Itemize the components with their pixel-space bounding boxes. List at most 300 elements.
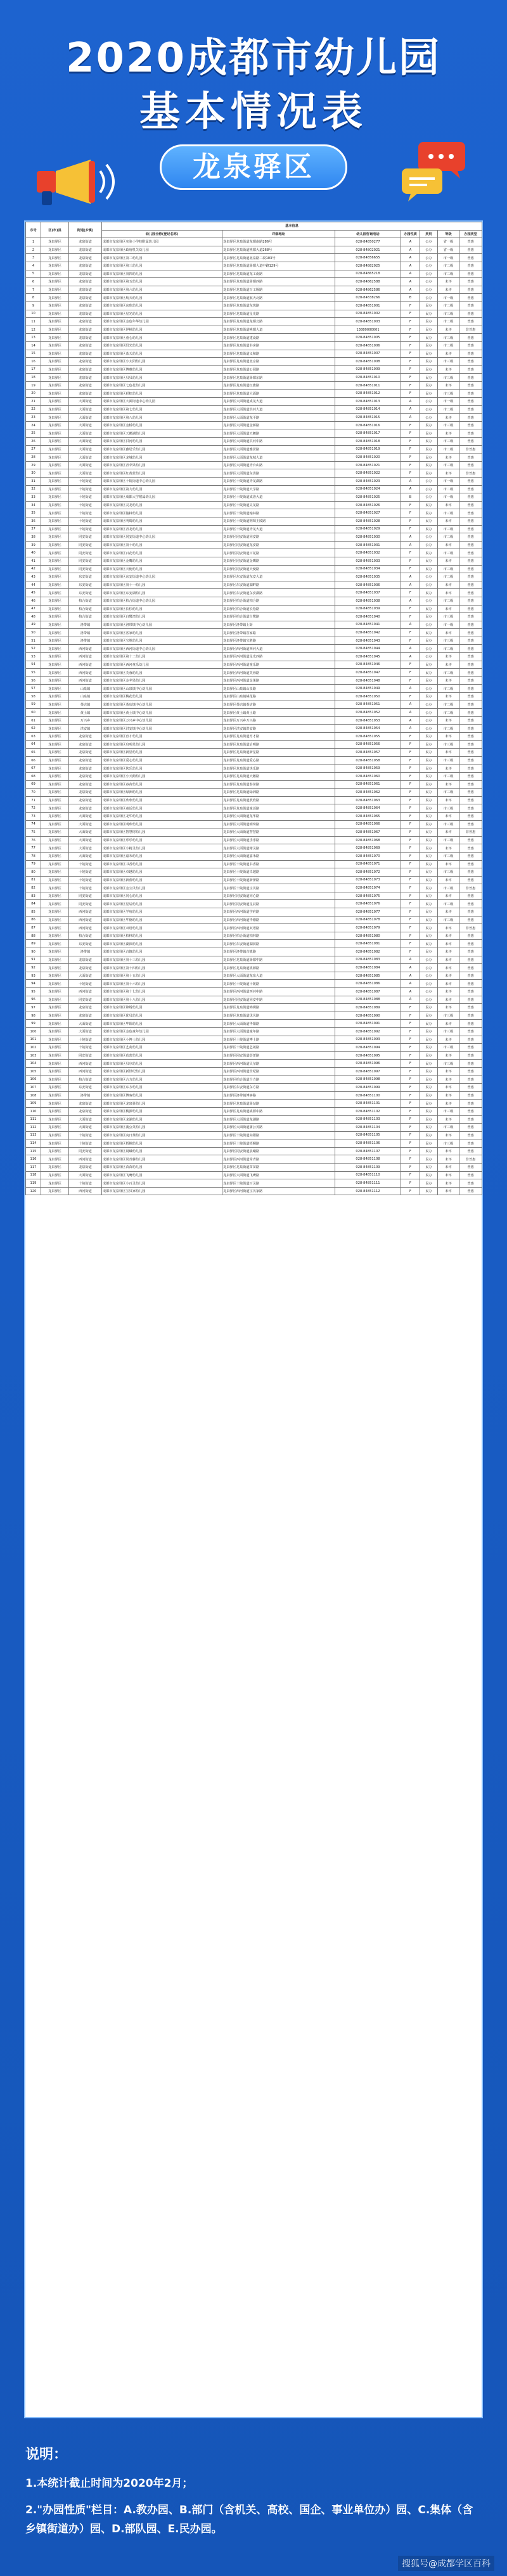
- table-cell: 公办: [420, 964, 438, 972]
- table-cell: 普惠: [459, 940, 482, 948]
- table-row: [26, 358, 482, 366]
- table-cell: 龙泉驿区龙泉街道百工堰路: [222, 286, 335, 294]
- table-row: [26, 1067, 482, 1075]
- table-cell: 柏合街道: [69, 597, 102, 605]
- table-cell: 龙泉驿区龙泉街道北京路: [222, 358, 335, 366]
- table-cell: 普惠: [459, 334, 482, 342]
- table-row: [26, 900, 482, 908]
- table-cell: 107: [26, 1084, 41, 1092]
- table-cell: 龙泉驿区龙泉街道绿洲路: [222, 789, 335, 797]
- table-row: [26, 828, 482, 837]
- table-cell: 非普惠: [459, 326, 482, 334]
- table-cell: 市三级: [438, 374, 459, 382]
- table-cell: 成都市龙泉驿区小天鹅幼儿园: [102, 772, 222, 780]
- table-cell: 洪安镇: [69, 725, 102, 733]
- table-cell: 柏合街道: [69, 932, 102, 940]
- table-cell: A: [401, 996, 420, 1004]
- table-cell: 47: [26, 605, 41, 613]
- table-cell: 108: [26, 1091, 41, 1100]
- table-row: [26, 765, 482, 773]
- table-row: [26, 421, 482, 429]
- table-cell: A: [401, 414, 420, 422]
- table-cell: 成都市龙泉驿区天鹅湖幼儿园: [102, 429, 222, 438]
- table-cell: 龙泉街道: [69, 964, 102, 972]
- table-cell: 民办: [420, 900, 438, 908]
- table-cell: 028-84851020: [335, 454, 401, 462]
- table-row: [26, 501, 482, 509]
- table-cell: 成都市龙泉驿区同心幼儿园: [102, 892, 222, 900]
- table-cell: 028-84851105: [335, 1131, 401, 1139]
- table-cell: 龙泉驿区十陵街道梧桐路: [222, 1139, 335, 1148]
- table-cell: 普惠: [459, 868, 482, 877]
- table-cell: 成都市龙泉驿区明珠幼儿园: [102, 820, 222, 828]
- table-cell: 未评: [438, 716, 459, 725]
- table-cell: 市三级: [438, 836, 459, 844]
- table-cell: 龙泉街道: [69, 1004, 102, 1012]
- table-cell: 市三级: [438, 740, 459, 749]
- table-cell: 民办: [420, 310, 438, 318]
- table-cell: 23: [26, 414, 41, 422]
- table-cell: 028-84865218: [335, 270, 401, 278]
- table-cell: 成都市龙泉驿区翰林幼儿园: [102, 509, 222, 517]
- table-cell: 民办: [420, 525, 438, 533]
- table-cell: 龙泉街道: [69, 733, 102, 741]
- table-cell: 同安街道: [69, 541, 102, 549]
- table-cell: 龙泉驿区十陵街道翰林路: [222, 509, 335, 517]
- table-cell: F: [401, 301, 420, 310]
- table-cell: 龙泉驿区: [41, 278, 69, 286]
- table-cell: A: [401, 485, 420, 493]
- table-cell: 普惠: [459, 1075, 482, 1084]
- table-cell: 龙泉驿区: [41, 725, 69, 733]
- table-cell: F: [401, 804, 420, 813]
- table-cell: F: [401, 549, 420, 557]
- table-cell: 公办: [420, 405, 438, 414]
- table-cell: 028-84850277: [335, 238, 401, 246]
- table-cell: 龙泉驿区: [41, 1084, 69, 1092]
- table-cell: 龙泉驿区山泉镇桃花路: [222, 693, 335, 701]
- table-cell: 民办: [420, 350, 438, 358]
- table-cell: 17: [26, 365, 41, 374]
- table-cell: 成都市龙泉驿区同安街道中心幼儿园: [102, 533, 222, 542]
- table-cell: 龙泉驿区: [41, 1131, 69, 1139]
- table-cell: 龙泉驿区: [41, 525, 69, 533]
- table-cell: 028-84851014: [335, 405, 401, 414]
- table-cell: 同安街道: [69, 996, 102, 1004]
- table-cell: 028-84851031: [335, 541, 401, 549]
- table-cell: 大面街道: [69, 1171, 102, 1179]
- table-cell: 56: [26, 676, 41, 685]
- table-cell: 万兴乡: [69, 716, 102, 725]
- table-cell: 成都市龙泉驿区新世纪幼儿园: [102, 1067, 222, 1075]
- table-cell: 龙泉驿区: [41, 756, 69, 765]
- table-row: [26, 429, 482, 438]
- table-cell: 普惠: [459, 725, 482, 733]
- note-line-1: 1.本统计截止时间为2020年2月；: [25, 2477, 193, 2490]
- table-cell: 龙泉街道: [69, 956, 102, 964]
- table-cell: 市二级: [438, 270, 459, 278]
- table-cell: 龙泉驿区西河街道星光西路: [222, 653, 335, 661]
- table-cell: 28: [26, 454, 41, 462]
- table-cell: 龙泉驿区: [41, 301, 69, 310]
- table-cell: 普惠: [459, 557, 482, 565]
- table-cell: 龙泉驿区: [41, 390, 69, 398]
- table-cell: 十陵街道: [69, 1179, 102, 1188]
- table-cell: 028-84851022: [335, 469, 401, 478]
- table-cell: 普惠: [459, 804, 482, 813]
- table-row: [26, 405, 482, 414]
- table-cell: 成都市龙泉驿区伊顿幼儿园: [102, 326, 222, 334]
- table-cell: 88: [26, 932, 41, 940]
- table-cell: 大面街道: [69, 1027, 102, 1036]
- table-cell: 市二级: [438, 685, 459, 693]
- table-cell: 龙泉驿区: [41, 1044, 69, 1052]
- table-cell: 普惠: [459, 278, 482, 286]
- table-row: [26, 549, 482, 557]
- table-cell: 龙泉驿区: [41, 310, 69, 318]
- table-cell: 龙泉驿区龙泉街道桃源路: [222, 964, 335, 972]
- table-row: [26, 972, 482, 980]
- table-cell: 龙泉驿区龙泉街道建设路: [222, 334, 335, 342]
- table-cell: F: [401, 940, 420, 948]
- table-cell: 龙泉街道: [69, 789, 102, 797]
- table-cell: 普惠: [459, 956, 482, 964]
- table-cell: 龙泉驿区十陵街道新蕾路: [222, 876, 335, 884]
- table-cell: 成都市龙泉驿区洪河幼儿园: [102, 438, 222, 446]
- table-row: [26, 812, 482, 820]
- table-cell: 非普惠: [459, 1155, 482, 1164]
- table-cell: 028-84851018: [335, 438, 401, 446]
- table-cell: 028-84851078: [335, 916, 401, 924]
- table-cell: F: [401, 358, 420, 366]
- table-cell: 116: [26, 1155, 41, 1164]
- table-cell: 66: [26, 756, 41, 765]
- table-cell: F: [401, 421, 420, 429]
- table-cell: F: [401, 828, 420, 837]
- table-cell: F: [401, 812, 420, 820]
- table-row: [26, 454, 482, 462]
- table-cell: 市二级: [438, 262, 459, 270]
- table-cell: 龙泉驿区: [41, 334, 69, 342]
- table-cell: 民办: [420, 940, 438, 948]
- table-cell: 龙泉驿区龙泉街道驿站路: [222, 1100, 335, 1108]
- table-cell: 普惠: [459, 533, 482, 542]
- table-cell: 民办: [420, 836, 438, 844]
- table-cell: A: [401, 581, 420, 589]
- table-cell: 民办: [420, 884, 438, 892]
- table-cell: A: [401, 270, 420, 278]
- table-cell: 西河街道: [69, 1067, 102, 1075]
- table-row: [26, 868, 482, 877]
- table-cell: 龙泉驿区: [41, 924, 69, 932]
- table-cell: 西河街道: [69, 645, 102, 653]
- table-cell: 028-84851037: [335, 589, 401, 597]
- table-row: [26, 645, 482, 653]
- table-cell: 龙泉驿区: [41, 262, 69, 270]
- table-cell: F: [401, 772, 420, 780]
- table-cell: 市三级: [438, 772, 459, 780]
- table-row: [26, 557, 482, 565]
- table-cell: F: [401, 525, 420, 533]
- table-cell: F: [401, 310, 420, 318]
- table-cell: 普惠: [459, 478, 482, 486]
- table-cell: 普惠: [459, 1091, 482, 1100]
- table-cell: 民办: [420, 565, 438, 573]
- table-cell: 成都市龙泉驿区柏林幼儿园: [102, 932, 222, 940]
- table-cell: 龙泉驿区: [41, 246, 69, 254]
- table-cell: 成都市龙泉驿区合力幼儿园: [102, 1075, 222, 1084]
- table-cell: 028-84851096: [335, 1060, 401, 1068]
- table-cell: 龙泉驿区: [41, 493, 69, 502]
- table-cell: 龙泉驿区柏合街道柏林路: [222, 932, 335, 940]
- table-cell: 民办: [420, 421, 438, 429]
- table-cell: 民办: [420, 676, 438, 685]
- table-row: [26, 445, 482, 454]
- table-cell: 成都市龙泉驿区绿洲幼儿园: [102, 789, 222, 797]
- table-row: [26, 1051, 482, 1060]
- table-cell: F: [401, 844, 420, 853]
- table-cell: 102: [26, 1044, 41, 1052]
- table-row: [26, 341, 482, 350]
- table-cell: 未评: [438, 812, 459, 820]
- table-cell: 普惠: [459, 796, 482, 804]
- table-cell: 东安街道: [69, 589, 102, 597]
- table-cell: 龙泉驿区: [41, 980, 69, 988]
- table-cell: 普惠: [459, 358, 482, 366]
- table-cell: 30: [26, 469, 41, 478]
- table-cell: 龙泉驿区: [41, 1100, 69, 1108]
- table-cell: 民办: [420, 1100, 438, 1108]
- table-row: [26, 948, 482, 956]
- table-cell: 028-84851029: [335, 525, 401, 533]
- table-cell: 公办: [420, 645, 438, 653]
- table-cell: 龙泉驿区: [41, 1124, 69, 1132]
- table-cell: 未评: [438, 733, 459, 741]
- table-cell: 龙泉街道: [69, 374, 102, 382]
- table-cell: 普惠: [459, 1124, 482, 1132]
- table-cell: 成都市龙泉驿区博客幼儿园: [102, 1091, 222, 1100]
- table-cell: 普惠: [459, 780, 482, 789]
- table-cell: 民办: [420, 876, 438, 884]
- table-cell: 龙泉驿区: [41, 1067, 69, 1075]
- table-cell: F: [401, 900, 420, 908]
- table-cell: 非普惠: [459, 884, 482, 892]
- table-cell: 74: [26, 820, 41, 828]
- table-row: [26, 1036, 482, 1044]
- table-row: [26, 1091, 482, 1100]
- table-cell: 15: [26, 350, 41, 358]
- table-cell: 普惠: [459, 765, 482, 773]
- table-cell: 西河街道: [69, 1060, 102, 1068]
- table-cell: 市二级: [438, 597, 459, 605]
- table-row: [26, 796, 482, 804]
- table-row: [26, 892, 482, 900]
- table-cell: 龙泉驿区龙泉街道北泉路二段103号: [222, 254, 335, 262]
- table-cell: 龙泉驿区: [41, 1115, 69, 1124]
- table-cell: 未评: [438, 964, 459, 972]
- table-cell: 未评: [438, 365, 459, 374]
- table-cell: 龙泉驿区十陵街道灵龙路: [222, 501, 335, 509]
- table-cell: 普惠: [459, 374, 482, 382]
- table-cell: 028-84851033: [335, 557, 401, 565]
- table-cell: 18: [26, 374, 41, 382]
- table-cell: 成都市龙泉驿区第十八幼儿园: [102, 996, 222, 1004]
- table-cell: 成都市龙泉驿区青苹果幼儿园: [102, 461, 222, 469]
- table-cell: 民办: [420, 804, 438, 813]
- table-cell: 成都市龙泉驿区乐乐幼儿园: [102, 836, 222, 844]
- table-cell: F: [401, 892, 420, 900]
- table-cell: 龙泉驿区: [41, 637, 69, 645]
- table-cell: 普惠: [459, 390, 482, 398]
- table-cell: 西河街道: [69, 676, 102, 685]
- table-cell: 龙泉驿区: [41, 1139, 69, 1148]
- table-cell: 成都市龙泉驿区第九幼儿园: [102, 485, 222, 493]
- table-cell: 民办: [420, 1075, 438, 1084]
- table-cell: 民办: [420, 1004, 438, 1012]
- table-cell: 成都市龙泉驿区第十一幼儿园: [102, 581, 222, 589]
- table-cell: A: [401, 685, 420, 693]
- col-header: 办园类型: [459, 230, 482, 238]
- table-cell: 龙泉驿区: [41, 1155, 69, 1164]
- table-cell: 29: [26, 461, 41, 469]
- table-row: [26, 1179, 482, 1188]
- table-cell: 普惠: [459, 669, 482, 677]
- table-cell: 龙泉驿区龙泉街道爱心路: [222, 756, 335, 765]
- table-cell: 龙泉驿区: [41, 828, 69, 837]
- table-cell: 成都市龙泉驿区育才幼儿园: [102, 733, 222, 741]
- table-cell: 028-84851058: [335, 756, 401, 765]
- table-cell: F: [401, 390, 420, 398]
- table-cell: 未评: [438, 581, 459, 589]
- table-cell: F: [401, 1091, 420, 1100]
- table-cell: F: [401, 780, 420, 789]
- table-row: [26, 876, 482, 884]
- table-cell: 龙泉街道: [69, 365, 102, 374]
- table-cell: 未评: [438, 286, 459, 294]
- table-cell: 民办: [420, 517, 438, 525]
- table-row: [26, 661, 482, 669]
- table-cell: 龙泉街道: [69, 278, 102, 286]
- table-cell: 028-84851003: [335, 318, 401, 326]
- table-cell: 市三级: [438, 438, 459, 446]
- table-cell: 公办: [420, 254, 438, 262]
- table-cell: 公办: [420, 980, 438, 988]
- table-cell: 成都市龙泉驿区蓓蕾幼儿园: [102, 1051, 222, 1060]
- table-cell: 龙泉驿区十陵街道博士路: [222, 1036, 335, 1044]
- table-cell: 028-84838266: [335, 294, 401, 302]
- table-cell: 未评: [438, 988, 459, 996]
- table-cell: 龙泉驿区十陵街道百灵路: [222, 1179, 335, 1188]
- table-cell: 未评: [438, 765, 459, 773]
- table-cell: 龙泉驿区: [41, 541, 69, 549]
- table-cell: 龙泉驿区龙泉街道义和路: [222, 350, 335, 358]
- table-cell: 77: [26, 844, 41, 853]
- table-cell: 非普惠: [459, 924, 482, 932]
- table-cell: 普惠: [459, 988, 482, 996]
- table-row: [26, 956, 482, 964]
- table-cell: 龙泉驿区洪安镇洪安路: [222, 725, 335, 733]
- table-cell: F: [401, 438, 420, 446]
- table-cell: F: [401, 749, 420, 757]
- table-cell: 80: [26, 868, 41, 877]
- table-row: [26, 1044, 482, 1052]
- table-cell: 公办: [420, 278, 438, 286]
- table-cell: 西河街道: [69, 661, 102, 669]
- table-cell: 成都市龙泉驿区宝贝家幼儿园: [102, 1187, 222, 1195]
- table-cell: 龙泉驿区龙泉街道桃源中路: [222, 1107, 335, 1115]
- table-cell: 大面街道: [69, 438, 102, 446]
- table-cell: 龙泉街道: [69, 350, 102, 358]
- table-cell: A: [401, 956, 420, 964]
- table-cell: 龙泉驿区: [41, 533, 69, 542]
- table-cell: 民办: [420, 828, 438, 837]
- table-cell: 普惠: [459, 270, 482, 278]
- table-cell: 龙泉驿区龙泉街道驿都中路: [222, 956, 335, 964]
- table-cell: 成都市龙泉驿区嘉禾幼儿园: [102, 852, 222, 860]
- table-cell: 普惠: [459, 812, 482, 820]
- table-cell: 龙泉驿区十陵街道十陵路: [222, 980, 335, 988]
- table-cell: 龙泉驿区西河街道双语路: [222, 924, 335, 932]
- table-cell: 69: [26, 780, 41, 789]
- table-cell: 成都市龙泉驿区红黄蓝幼儿园: [102, 469, 222, 478]
- table-row: [26, 1060, 482, 1068]
- table-cell: 龙泉驿区: [41, 597, 69, 605]
- table-cell: 028-84851093: [335, 1036, 401, 1044]
- table-cell: 公办: [420, 701, 438, 709]
- table-cell: 公办: [420, 262, 438, 270]
- table-cell: F: [401, 1084, 420, 1092]
- table-row: [26, 996, 482, 1004]
- table-cell: 龙泉驿区: [41, 693, 69, 701]
- table-cell: 普惠: [459, 421, 482, 429]
- table-cell: 普惠: [459, 980, 482, 988]
- table-cell: 龙泉驿区龙泉街道快乐路: [222, 765, 335, 773]
- table-row: [26, 1171, 482, 1179]
- table-cell: 111: [26, 1115, 41, 1124]
- table-cell: 民办: [420, 509, 438, 517]
- table-row: [26, 716, 482, 725]
- table-cell: 市三级: [438, 613, 459, 621]
- col-header: 幼儿园全称(登记名称): [102, 230, 222, 238]
- table-cell: 西河街道: [69, 653, 102, 661]
- table-cell: 市二级: [438, 645, 459, 653]
- table-cell: 龙泉驿区大面街道龙华路: [222, 812, 335, 820]
- table-cell: 59: [26, 701, 41, 709]
- table-row: [26, 924, 482, 932]
- table-cell: F: [401, 374, 420, 382]
- table-cell: 普惠: [459, 1131, 482, 1139]
- district-badge: 龙泉驿区: [160, 144, 347, 190]
- table-cell: 成都市龙泉驿区梧桐幼儿园: [102, 1139, 222, 1148]
- table-cell: 成都市龙泉驿区第十二幼儿园: [102, 653, 222, 661]
- table-cell: 普惠: [459, 900, 482, 908]
- table-cell: 西河街道: [69, 1187, 102, 1195]
- table-row: [26, 749, 482, 757]
- table-cell: 公办: [420, 716, 438, 725]
- table-cell: 公办: [420, 485, 438, 493]
- table-cell: 民办: [420, 613, 438, 621]
- table-cell: 普惠: [459, 454, 482, 462]
- table-cell: 龙泉驿区: [41, 589, 69, 597]
- table-cell: 龙泉驿区大面街道雅居路: [222, 445, 335, 454]
- table-cell: 市三级: [438, 525, 459, 533]
- table-cell: 028-84851092: [335, 1027, 401, 1036]
- table-cell: 龙泉驿区龙泉街道启明路: [222, 740, 335, 749]
- table-cell: 龙泉驿区: [41, 940, 69, 948]
- table-row: [26, 517, 482, 525]
- table-cell: 028-84851001: [335, 301, 401, 310]
- table-cell: 同安街道: [69, 1051, 102, 1060]
